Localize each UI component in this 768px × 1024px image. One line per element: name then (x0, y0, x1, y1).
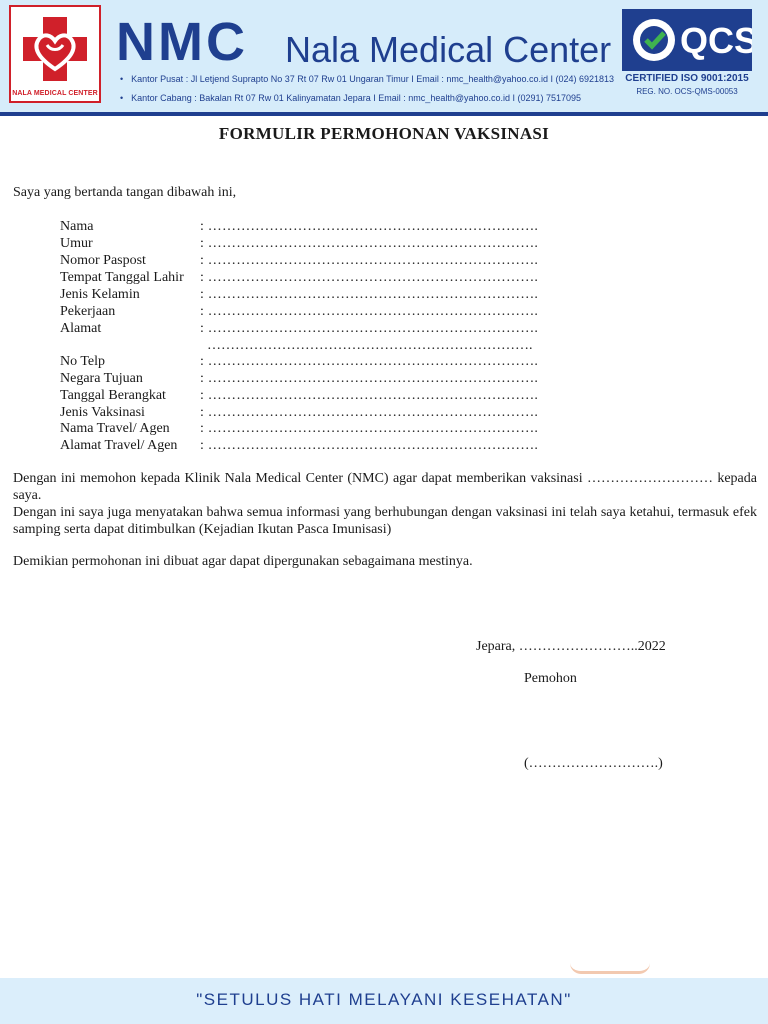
field-value[interactable]: : ……………………………………………………………. (200, 371, 539, 386)
closing-paragraph: Demikian permohonan ini dibuat agar dapat dipergunakan sebagaimana mestinya. (13, 554, 473, 569)
field-value[interactable]: : ……………………………………………………………. (200, 270, 539, 285)
field-umur: Umur : ……………………………………………………………. (60, 236, 539, 251)
field-nama-travel-agen: Nama Travel/ Agen : ……………………………………………………………. (60, 421, 539, 436)
applicant-label: Pemohon (524, 671, 577, 686)
bullet-icon: • (120, 74, 124, 84)
qcs-logo (622, 9, 752, 71)
field-value[interactable]: : ……………………………………………………………. (200, 438, 539, 453)
qcs-certification-badge (622, 9, 752, 101)
logo-caption: NALA MEDICAL CENTER (12, 90, 98, 97)
field-value[interactable]: : ……………………………………………………………. (200, 354, 539, 369)
bullet-icon: • (120, 93, 124, 103)
intro-text: Saya yang bertanda tangan dibawah ini, (13, 185, 237, 200)
qcs-logo-text: QCS (680, 20, 752, 61)
field-value[interactable]: : ……………………………………………………………. (200, 421, 539, 436)
field-alamat-travel-agen: Alamat Travel/ Agen : ……………………………………………………………. (60, 438, 539, 453)
field-pekerjaan: Pekerjaan : ……………………………………………………………. (60, 304, 539, 319)
field-jenis-vaksinasi: Jenis Vaksinasi : ……………………………………………………………. (60, 405, 539, 420)
field-value[interactable]: : ……………………………………………………………. (200, 236, 539, 251)
field-nomor-paspor: Nomor Paspost : ……………………………………………………………. (60, 253, 539, 268)
field-no-telp: No Telp : ……………………………………………………………. (60, 354, 539, 369)
field-tanggal-berangkat: Tanggal Berangkat : ……………………………………………………………. (60, 388, 539, 403)
registration-number: REG. NO. OCS-QMS-00053 (636, 87, 738, 96)
header-divider (0, 112, 768, 116)
brand-subtitle: Nala Medical Center (285, 29, 612, 70)
address-line-branch-office: • Kantor Cabang : Bakalan Rt 07 Rw 01 Kalinyamatan Jepara I Email : nmc_health@yahoo.co.id I (0291) 7517095 (120, 93, 582, 103)
footer-motto: "SETULUS HATI MELAYANI KESEHATAN" (196, 990, 572, 1009)
brand-name: NMC (116, 12, 248, 72)
field-value[interactable]: : ……………………………………………………………. (200, 253, 539, 268)
field-value[interactable]: : ……………………………………………………………. (200, 388, 539, 403)
request-paragraph: Dengan ini memohon kepada Klinik Nala Medical Center (NMC) agar dapat memberikan vaksinasi ……………………… kepada saya. (13, 471, 757, 503)
signature-name-line: (……………………….) (524, 756, 663, 771)
field-value[interactable]: : ……………………………………………………………. (200, 219, 539, 234)
form-title: FORMULIR PERMOHONAN VAKSINASI (218, 124, 550, 143)
field-jenis-kelamin: Jenis Kelamin : ……………………………………………………………. (60, 287, 539, 302)
medical-cross-icon (17, 11, 93, 87)
field-value[interactable]: : ……………………………………………………………. (200, 304, 539, 319)
field-alamat-continuation[interactable]: ……………………………………………………………. (207, 338, 533, 353)
footer-decoration (570, 963, 650, 974)
field-tempat-tanggal-lahir: Tempat Tanggal Lahir : ……………………………………………………………. (60, 270, 539, 285)
nmc-logo (9, 5, 101, 103)
field-nama: Nama : ……………………………………………………………. (60, 219, 539, 234)
place-date-line: Jepara, ……………………..2022 (476, 639, 666, 654)
field-negara-tujuan: Negara Tujuan : ……………………………………………………………. (60, 371, 539, 386)
field-value[interactable]: : ……………………………………………………………. (200, 321, 539, 336)
field-alamat: Alamat : ……………………………………………………………. (60, 321, 539, 336)
field-value[interactable]: : ……………………………………………………………. (200, 287, 539, 302)
iso-certified-label: CERTIFIED ISO 9001:2015 (625, 73, 749, 84)
field-value[interactable]: : ……………………………………………………………. (200, 405, 539, 420)
declaration-paragraph: Dengan ini saya juga menyatakan bahwa semua informasi yang berhubungan dengan vaksinasi ini telah saya ketahui, termasuk efek samping serta dapat ditimbulkan (Kejadian Ikutan Pasca Imunisasi) (13, 505, 757, 537)
address-line-head-office: • Kantor Pusat : Jl Letjend Suprapto No 37 Rt 07 Rw 01 Ungaran Timur I Email : nmc_health@yahoo.co.id I (024) 6921813 (120, 74, 615, 84)
